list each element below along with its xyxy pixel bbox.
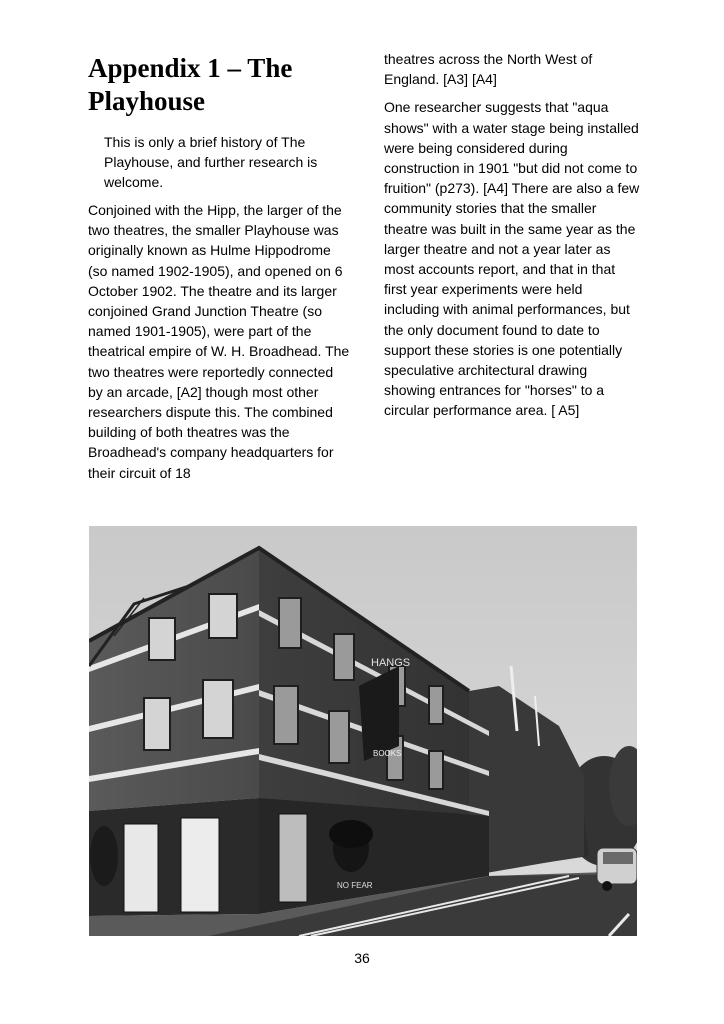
playhouse-building-photo xyxy=(89,526,637,936)
page-title: Appendix 1 – The Playhouse xyxy=(88,53,293,116)
left-column xyxy=(88,52,350,491)
body-paragraph-1-continued: theatres across the North West of England. [A3] [A4] xyxy=(384,51,593,88)
body-paragraph-2: One researcher suggests that "aqua shows" with a water stage being installed were being considered during construction in 1901 "but did not come to fruition" (p273). [A4] There are also a few community stories that the smaller theatre was built in the same year as the larger theatre and not a year later as most accounts report, and that in that first year experiments were held including with animal performances, but the only document found to date to support these stories is one potentially speculative architectural drawing showing entrances for "horses" to a circular performance area. [ A5] xyxy=(384,99,640,419)
right-column xyxy=(384,49,640,429)
mural-text: NO FEAR xyxy=(337,881,373,890)
page-number: 36 xyxy=(354,950,370,966)
body-paragraph-1: Conjoined with the Hipp, the larger of the two theatres, the smaller Playhouse was originally known as Hulme Hippodrome (so named 1902-1905), and opened on 6 October 1902. The theatre and its larger conjoined Grand Junction Theatre (so named 1901-1905), were part of the theatrical empire of W. H. Broadhead. The two theatres were reportedly connected by an arcade, [A2] though most other researchers dispute this. The combined building of both theatres was the Broadhead's company headquarters for their circuit of 18 xyxy=(88,202,350,481)
intro-note: This is only a brief history of The Playhouse, and further research is welcome. xyxy=(104,134,318,190)
building-sign-text: HANGS xyxy=(371,657,411,669)
banner-sign-text: BOOKS xyxy=(373,749,402,758)
